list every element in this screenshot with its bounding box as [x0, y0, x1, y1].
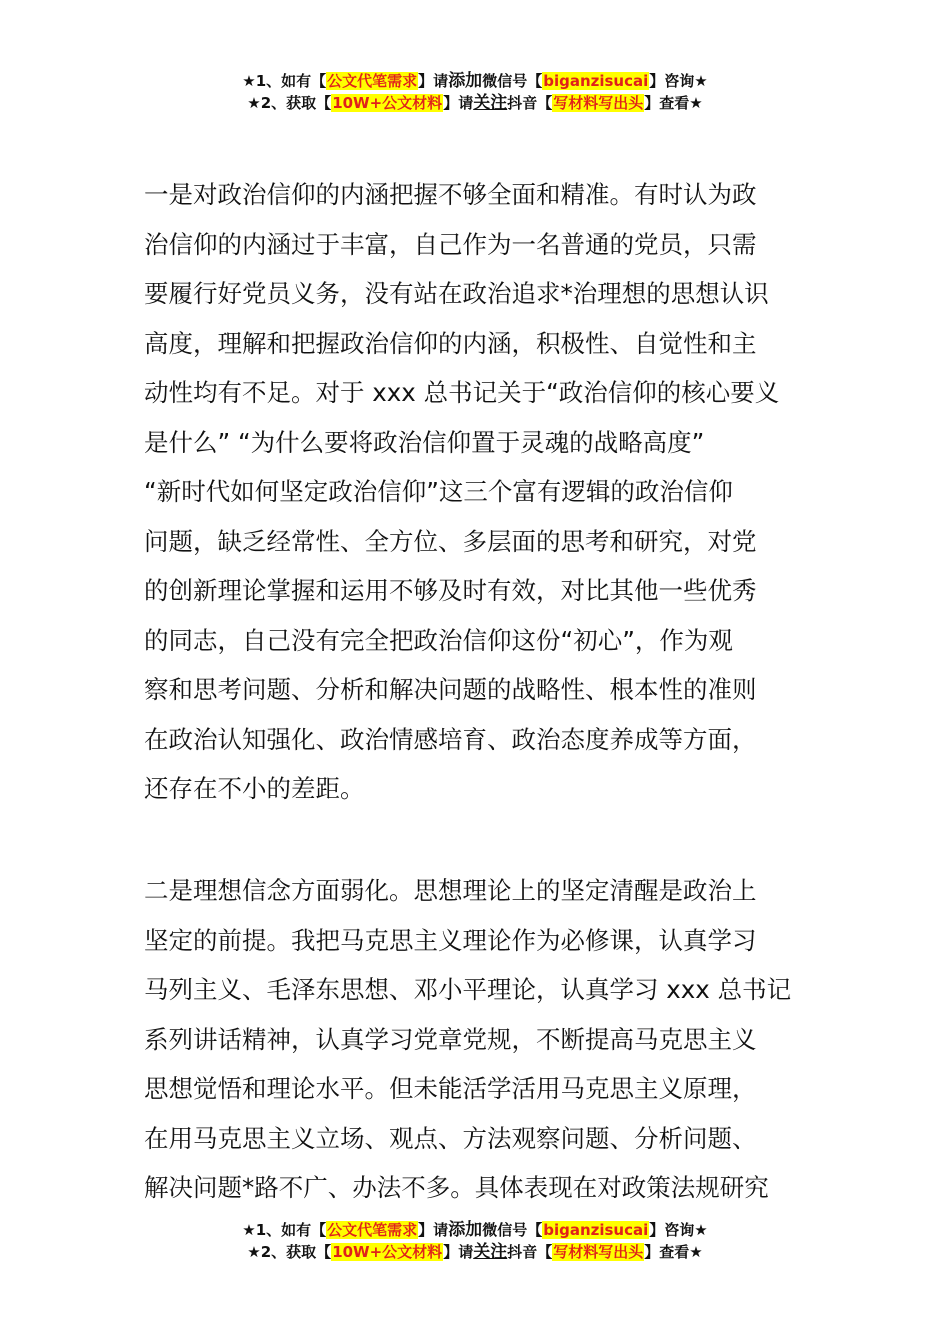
banner-line-1: [0, 70, 950, 92]
banner-highlight: 10W+公文材料: [332, 94, 443, 112]
paragraph-line: 是什么” “为什么要将政治信仰置于灵魂的战略高度”: [144, 427, 705, 457]
banner-text: 】请: [418, 1221, 449, 1239]
banner-text: 】请: [443, 94, 474, 112]
banner-text: 】查看★: [644, 1243, 703, 1261]
banner-text: ★2、获取【: [247, 1243, 332, 1261]
banner-highlight: 公文代笔需求: [327, 72, 418, 90]
paragraph-line: 思想觉悟和理论水平。但未能活学活用马克思主义原理，: [144, 1074, 757, 1103]
paragraph-line: 坚定的前提。我把马克思主义理论作为必修课，认真学习: [144, 925, 757, 955]
banner-highlight: biganzisucai: [543, 72, 649, 90]
banner-bold-word: 添加: [448, 71, 483, 91]
header-banner: [0, 70, 950, 114]
paragraph-line: 的同志，自己没有完全把政治信仰这份“初心”，作为观: [144, 625, 733, 655]
banner-text: ★1、如有【: [242, 1221, 327, 1239]
paragraph-line: 还存在不小的差距。: [144, 774, 365, 803]
banner-line-2: [0, 1241, 950, 1263]
banner-highlight: 公文代笔需求: [327, 1221, 418, 1239]
banner-highlight: 写材料写出头: [553, 1243, 644, 1261]
paragraph-line: 二是理想信念方面弱化。思想理论上的坚定清醒是政治上: [144, 876, 757, 905]
paragraph-line: 马列主义、毛泽东思想、邓小平理论，认真学习 xxx 总书记: [144, 975, 792, 1004]
paragraph-line: 察和思考问题、分析和解决问题的战略性、根本性的准则: [144, 675, 757, 704]
paragraph-line: 动性均有不足。对于 xxx 总书记关于“政治信仰的核心要义: [144, 378, 780, 407]
paragraph-line: 一是对政治信仰的内涵把握不够全面和精准。有时认为政: [144, 180, 757, 209]
paragraph-line: 在用马克思主义立场、观点、方法观察问题、分析问题、: [144, 1123, 757, 1153]
banner-text: 抖音【: [507, 94, 553, 112]
paragraph-line: 系列讲话精神，认真学习党章党规，不断提高马克思主义: [144, 1024, 757, 1054]
banner-text: 】请: [443, 1243, 474, 1261]
banner-bold-word: 关注: [473, 1242, 508, 1262]
banner-highlight: 10W+公文材料: [332, 1243, 443, 1261]
banner-text: 抖音【: [507, 1243, 553, 1261]
banner-text: 】咨询★: [649, 1221, 708, 1239]
banner-bold-word: 添加: [448, 1220, 483, 1240]
paragraph-2: [144, 866, 814, 1213]
banner-highlight: 写材料写出头: [553, 94, 644, 112]
paragraph-line: 的创新理论掌握和运用不够及时有效，对比其他一些优秀: [144, 576, 757, 605]
banner-line-2: [0, 92, 950, 114]
paragraph-1: [144, 170, 814, 814]
banner-text: 】请: [418, 72, 449, 90]
banner-bold-word: 关注: [473, 93, 508, 113]
paragraph-line: 解决问题*路不广、办法不多。具体表现在对政策法规研究: [144, 1173, 769, 1202]
paragraph-line: “新时代如何坚定政治信仰”这三个富有逻辑的政治信仰: [144, 477, 733, 506]
footer-banner: [0, 1219, 950, 1263]
banner-text: ★2、获取【: [247, 94, 332, 112]
banner-text: 微信号【: [482, 1221, 543, 1239]
banner-text: 】查看★: [644, 94, 703, 112]
paragraph-line: 高度，理解和把握政治信仰的内涵，积极性、自觉性和主: [144, 328, 757, 358]
banner-line-1: [0, 1219, 950, 1241]
banner-text: ★1、如有【: [242, 72, 327, 90]
paragraph-line: 在政治认知强化、政治情感培育、政治态度养成等方面，: [144, 724, 757, 754]
paragraph-line: 治信仰的内涵过于丰富，自己作为一名普通的党员，只需: [144, 229, 757, 259]
banner-text: 微信号【: [482, 72, 543, 90]
paragraph-line: 要履行好党员义务，没有站在政治追求*治理想的思想认识: [144, 279, 769, 308]
banner-text: 】咨询★: [649, 72, 708, 90]
paragraph-line: 问题，缺乏经常性、全方位、多层面的思考和研究，对党: [144, 526, 757, 556]
banner-highlight: biganzisucai: [543, 1221, 649, 1239]
